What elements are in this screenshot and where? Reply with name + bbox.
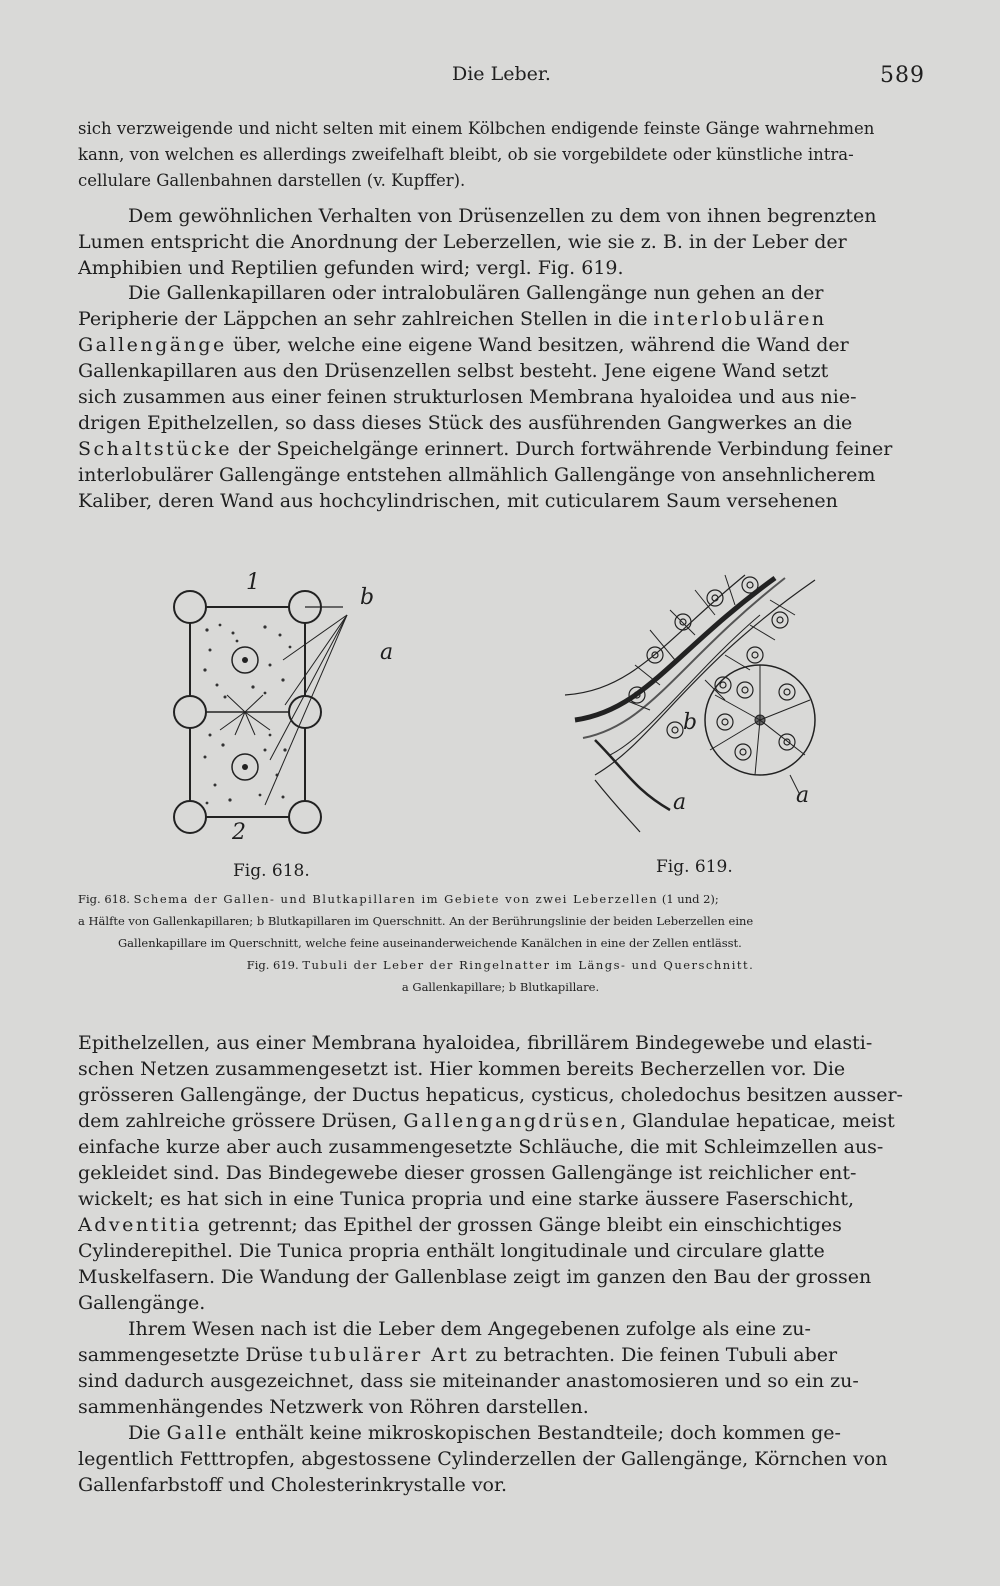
text-line: Amphibien und Reptilien gefunden wird; vergl. Fig. 619.: [78, 257, 624, 279]
paragraph-6: [78, 1420, 923, 1498]
text-line: Lumen entspricht die Anordnung der Leberzellen, wie sie z. B. in der Leber der: [78, 231, 847, 253]
text-line: legentlich Fetttropfen, abgestossene Cylinderzellen der Gallengänge, Körnchen von: [78, 1448, 888, 1470]
figure-letter: 2: [232, 820, 246, 845]
caption-title: Schema der Gallen- und Blutkapillaren im Gebiete von zwei Leberzellen: [133, 892, 659, 906]
text-line: Epithelzellen, aus einer Membrana hyaloidea, fibrillärem Bindegewebe und elasti-: [78, 1032, 873, 1054]
text-line: cellulare Gallenbahnen darstellen (v. Kupffer).: [78, 171, 466, 190]
caption-line: [78, 888, 923, 910]
spaced-term: tubulärer Art: [309, 1344, 470, 1366]
text-line: [78, 1342, 923, 1368]
text-line: Gallenfarbstoff und Cholesterinkrystalle vor.: [78, 1474, 508, 1496]
spaced-term: Gallengänge: [78, 334, 227, 356]
text-line: sammenhängendes Netzwerk von Röhren darstellen.: [78, 1396, 589, 1418]
paragraph-2: [78, 203, 923, 281]
text-line: wickelt; es hat sich in eine Tunica propria und eine starke äussere Faserschicht,: [78, 1188, 855, 1210]
page-number: 589: [880, 63, 925, 88]
text-line: Ihrem Wesen nach ist die Leber dem Angegebenen zufolge als eine zu-: [128, 1318, 811, 1340]
text-run: über, welche eine eigene Wand besitzen, während die Wand der: [232, 334, 849, 356]
text-run: enthält keine mikroskopischen Bestandteile; doch kommen ge-: [235, 1422, 841, 1444]
text-line: sich verzweigende und nicht selten mit einem Kölbchen endigende feinste Gänge wahrnehmen: [78, 119, 875, 138]
running-header: Die Leber.: [452, 63, 551, 85]
text-line: [78, 1212, 923, 1238]
caption-line: a Gallenkapillare; b Blutkapillare.: [401, 980, 600, 994]
figure-letter: a: [380, 640, 394, 665]
text-line: Die Gallenkapillaren oder intralobulären Gallengänge nun gehen an der: [128, 282, 824, 304]
text-line: grösseren Gallengänge, der Ductus hepaticus, cysticus, choledochus besitzen ausser-: [78, 1084, 903, 1106]
paragraph-5: [78, 1316, 923, 1420]
text-line: [78, 306, 923, 332]
caption-tail: (1 und 2);: [661, 892, 719, 906]
text-line: kann, von welchen es allerdings zweifelhaft bleibt, ob sie vorgebildete oder künstliche intra-: [78, 145, 854, 164]
text-line: Muskelfasern. Die Wandung der Gallenblase zeigt im ganzen den Bau der grossen: [78, 1266, 872, 1288]
figure-captions: [78, 888, 923, 998]
spaced-term: Gallengangdrüsen: [403, 1110, 621, 1132]
caption-line: a Hälfte von Gallenkapillaren; b Blutkapillaren im Querschnitt. An der Berührungslinie der beiden Leberzellen eine: [78, 914, 754, 928]
text-line: Kaliber, deren Wand aus hochcylindrischen, mit cuticularem Saum versehenen: [78, 490, 838, 512]
text-line: einfache kurze aber auch zusammengesetzte Schläuche, die mit Schleimzellen aus-: [78, 1136, 884, 1158]
caption-lead: Fig. 618.: [78, 892, 130, 906]
text-run: , Glandulae hepaticae, meist: [620, 1110, 895, 1132]
figure-618-label: Fig. 618.: [233, 861, 310, 881]
text-line: Gallenkapillaren aus den Drüsenzellen selbst besteht. Jene eigene Wand setzt: [78, 360, 829, 382]
figure-619-illustration: [555, 560, 845, 860]
paragraph-1: [78, 116, 923, 194]
figure-letter: b: [360, 585, 375, 610]
text-line: gekleidet sind. Das Bindegewebe dieser grossen Gallengänge ist reichlicher ent-: [78, 1162, 857, 1184]
paragraph-3: [78, 280, 923, 514]
text-run: Peripherie der Läppchen an sehr zahlreichen Stellen in die: [78, 308, 648, 330]
text-line: Gallengänge.: [78, 1292, 206, 1314]
text-line: sich zusammen aus einer feinen strukturlosen Membrana hyaloidea und aus nie-: [78, 386, 857, 408]
spaced-term: Schaltstücke: [78, 438, 232, 460]
text-run: dem zahlreiche grössere Drüsen,: [78, 1110, 398, 1132]
text-run: getrennt; das Epithel der grossen Gänge bleibt ein einschichtiges: [207, 1214, 842, 1236]
text-run: der Speichelgänge erinnert. Durch fortwährende Verbindung feiner: [238, 438, 893, 460]
text-run: zu betrachten. Die feinen Tubuli aber: [475, 1344, 838, 1366]
text-line: [78, 1420, 923, 1446]
text-line: [78, 1108, 923, 1134]
text-line: sind dadurch ausgezeichnet, dass sie miteinander anastomosieren und so ein zu-: [78, 1370, 859, 1392]
caption-lead: Fig. 619.: [246, 958, 299, 972]
text-line: Cylinderepithel. Die Tunica propria enthält longitudinale und circulare glatte: [78, 1240, 825, 1262]
text-line: [78, 332, 923, 358]
spaced-term: Adventitia: [78, 1214, 202, 1236]
figure-619-label: Fig. 619.: [656, 857, 733, 877]
figure-letter: a: [673, 790, 687, 815]
paragraph-4: [78, 1030, 923, 1316]
text-line: schen Netzen zusammengesetzt ist. Hier kommen bereits Becherzellen vor. Die: [78, 1058, 846, 1080]
text-line: [78, 436, 923, 462]
spaced-term: Galle: [166, 1422, 230, 1444]
figure-letter: b: [683, 710, 698, 735]
text-run: sammengesetzte Drüse: [78, 1344, 304, 1366]
caption-line: Gallenkapillare im Querschnitt, welche feine auseinanderweichende Kanälchen in eine der Zellen entlässt.: [118, 936, 742, 950]
caption-line: [78, 954, 923, 976]
text-line: interlobulärer Gallengänge entstehen allmählich Gallengänge von ansehnlicherem: [78, 464, 876, 486]
figure-letter: a: [796, 783, 810, 808]
figure-letter: 1: [246, 570, 260, 595]
text-line: drigen Epithelzellen, so dass dieses Stück des ausführenden Gangwerkes an die: [78, 412, 853, 434]
figure-618-illustration: [165, 575, 415, 855]
caption-title: Tubuli der Leber der Ringelnatter im Längs- und Querschnitt.: [302, 958, 755, 972]
text-line: Dem gewöhnlichen Verhalten von Drüsenzellen zu dem von ihnen begrenzten: [128, 205, 877, 227]
text-run: Die: [128, 1422, 161, 1444]
spaced-term: interlobulären: [653, 308, 827, 330]
